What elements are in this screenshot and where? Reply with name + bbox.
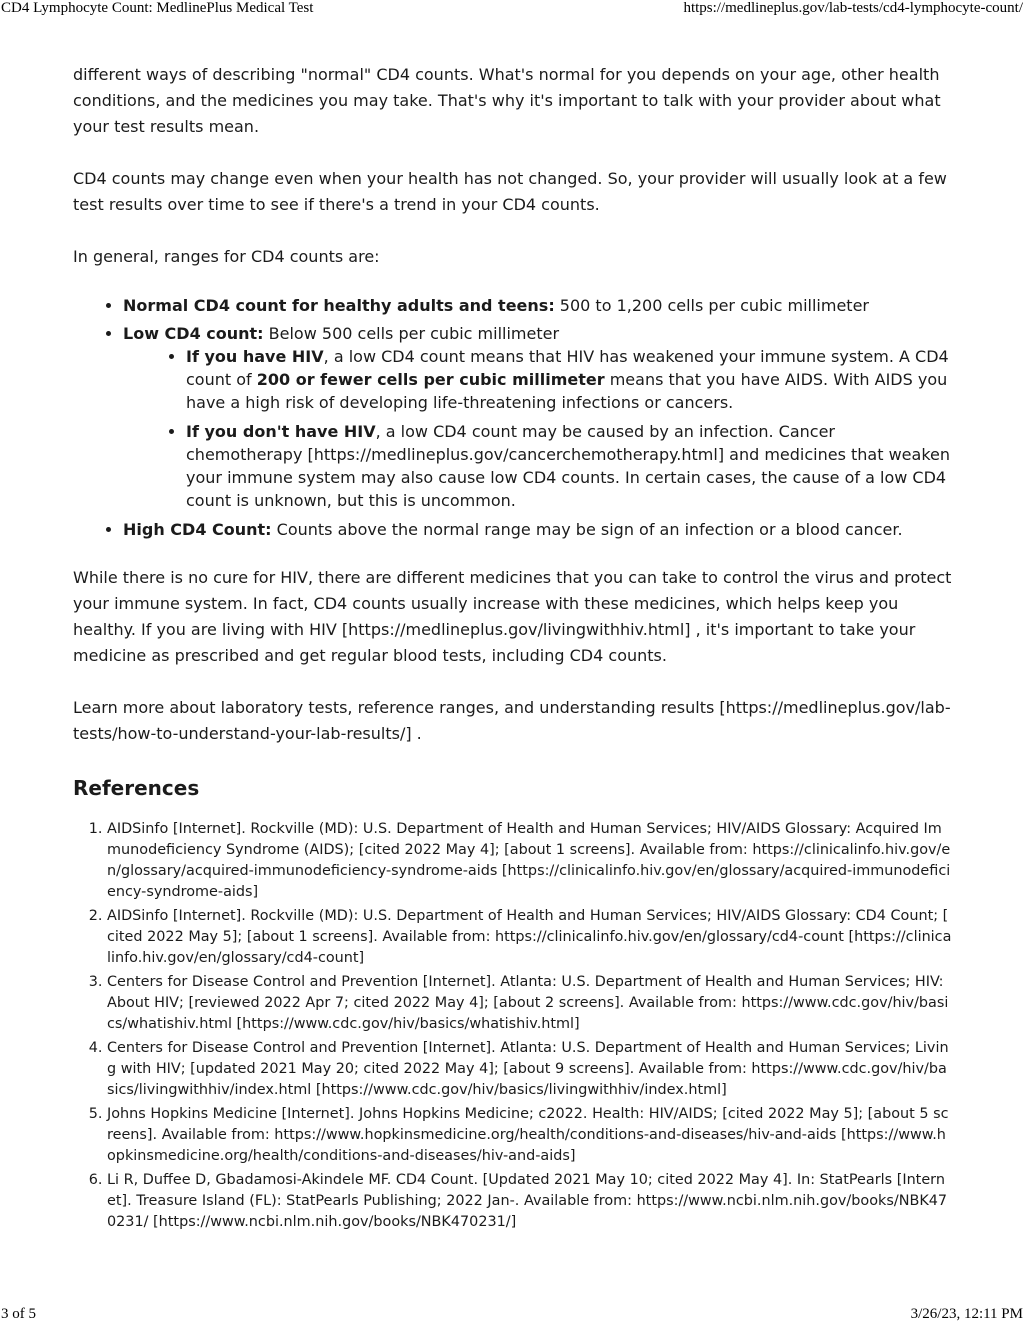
list-item-normal [123, 294, 953, 317]
paragraph-ranges-intro: In general, ranges for CD4 counts are: [73, 247, 380, 266]
paragraph-counts-change: CD4 counts may change even when your health has not changed. So, your provider will usually look at a few test results over time to see if there's a trend in your CD4 counts. [73, 169, 947, 214]
reference-item: 4. Centers for Disease Control and Prevention [Internet]. Atlanta: U.S. Department of Health and Human Services; Living with HIV; [updated 2021 May 20; cited 2022 May 4]; [about 9 screens]. Available from: https://www.cdc.gov/hiv/basics/livingwithhiv/index.html [https://www.cdc.gov/hiv/basics/livingwithhiv/index.html] [107, 1038, 953, 1101]
have-hiv-label: If you have HIV [186, 347, 324, 366]
low-count-sublist [123, 345, 953, 512]
paragraph-learn-more: Learn more about laboratory tests, reference ranges, and understanding results [https://medlineplus.gov/lab-tests/how-to-understand-your-lab-results/] . [73, 698, 951, 743]
low-range-label: Low CD4 count: [123, 324, 264, 343]
print-header [0, 0, 1024, 17]
references-heading: References [73, 776, 200, 800]
cd4-ranges-list [73, 294, 953, 541]
normal-range-text: 500 to 1,200 cells per cubic millimeter [554, 296, 869, 315]
have-hiv-text-end: means that you have AIDS. With AIDS you have a high risk of developing life-threatening infections or cancers. [186, 370, 948, 412]
reference-item: 6. Li R, Duffee D, Gbadamosi-Akindele MF. CD4 Count. [Updated 2021 May 10; cited 2022 May 4]. In: StatPearls [Internet]. Treasure Island (FL): StatPearls Publishing; 2022 Jan-. Available from: https://www.ncbi.nlm.nih.gov/books/NBK470231/ [https://www.ncbi.nlm.nih.gov/books/NBK470231/] [107, 1170, 953, 1233]
paragraph-normal-counts: different ways of describing "normal" CD4 counts. What's normal for you depends on your age, other health conditions, and the medicines you may take. That's why it's important to talk with your provider about what your test results mean. [73, 65, 941, 136]
have-hiv-text: , a low CD4 count means that HIV has weakened your immune system. A CD4 count of [186, 347, 949, 389]
page-number: 3 of 5 [1, 1306, 36, 1322]
high-range-label: High CD4 Count: [123, 520, 272, 539]
no-hiv-text: , a low CD4 count may be caused by an infection. Cancer chemotherapy [https://medlineplus.gov/cancerchemotherapy.html] and medicines that weaken your immune system may also cause low CD4 counts. In certain cases, the cause of a low CD4 count is unknown, but this is uncommon. [186, 422, 950, 510]
reference-item: 5. Johns Hopkins Medicine [Internet]. Johns Hopkins Medicine; c2022. Health: HIV/AIDS; [cited 2022 May 5]; [about 5 screens]. Available from: https://www.hopkinsmedicine.org/health/conditions-and-diseases/hiv-and-aids [https://www.hopkinsmedicine.org/health/conditions-and-diseases/hiv-and-aids] [107, 1104, 953, 1167]
print-footer [0, 1306, 1024, 1323]
article-content [73, 62, 953, 1236]
low-range-text: Below 500 cells per cubic millimeter [263, 324, 560, 343]
print-page-url: https://medlineplus.gov/lab-tests/cd4-lymphocyte-count/ [683, 0, 1023, 16]
print-datetime: 3/26/23, 12:11 PM [910, 1306, 1023, 1322]
print-page-title: CD4 Lymphocyte Count: MedlinePlus Medical Test [1, 0, 314, 16]
list-item-high [123, 518, 953, 541]
high-range-text: Counts above the normal range may be sign of an infection or a blood cancer. [271, 520, 903, 539]
aids-threshold: 200 or fewer cells per cubic millimeter [256, 370, 605, 389]
reference-item: 1. AIDSinfo [Internet]. Rockville (MD): U.S. Department of Health and Human Services; HIV/AIDS Glossary: Acquired Immunodeficiency Syndrome (AIDS); [cited 2022 May 4]; [about 1 screens]. Available from: https://clinicalinfo.hiv.gov/en/glossary/acquired-immunodeficiency-syndrome-aids [https://clinicalinfo.hiv.gov/en/glossary/acquired-immunodeficiency-syndrome-aids] [107, 819, 953, 903]
no-hiv-label: If you don't have HIV [186, 422, 376, 441]
reference-item: 2. AIDSinfo [Internet]. Rockville (MD): U.S. Department of Health and Human Services; HIV/AIDS Glossary: CD4 Count; [ cited 2022 May 5]; [about 1 screens]. Available from: https://clinicalinfo.hiv.gov/en/glossary/cd4-count [https://clinicalinfo.hiv.gov/en/glossary/cd4-count] [107, 906, 953, 969]
list-item-have-hiv [186, 345, 953, 414]
reference-item: 3. Centers for Disease Control and Prevention [Internet]. Atlanta: U.S. Department of Health and Human Services; HIV: About HIV; [reviewed 2022 Apr 7; cited 2022 May 4]; [about 2 screens]. Available from: https://www.cdc.gov/hiv/basics/whatishiv.html [https://www.cdc.gov/hiv/basics/whatishiv.html] [107, 972, 953, 1035]
normal-range-label: Normal CD4 count for healthy adults and teens: [123, 296, 555, 315]
list-item-low [123, 322, 953, 512]
list-item-no-hiv [186, 420, 953, 512]
paragraph-hiv-medicines: While there is no cure for HIV, there are different medicines that you can take to control the virus and protect your immune system. In fact, CD4 counts usually increase with these medicines, which helps keep you healthy. If you are living with HIV [https://medlineplus.gov/livingwithhiv.html] , it's important to take your medicine as prescribed and get regular blood tests, including CD4 counts. [73, 568, 952, 665]
references-list [73, 819, 953, 1233]
